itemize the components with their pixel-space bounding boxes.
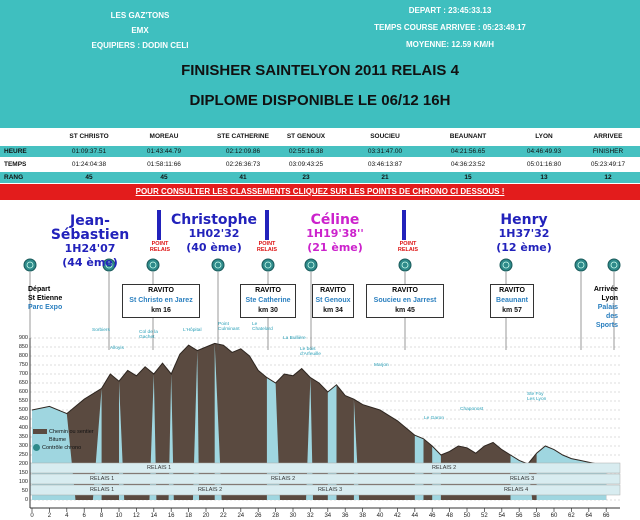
runner-4-time: 1H37'32 [498, 227, 550, 240]
table-cell-temps: 01:58:11:66 [147, 161, 181, 168]
race-info [355, 2, 545, 53]
y-tick-label: 450 [18, 416, 28, 422]
relay-marker-bar [402, 210, 406, 240]
place-marjon: Marjon [374, 363, 389, 368]
place-chaponost: Chaponost [460, 407, 484, 412]
course-profile [0, 200, 640, 520]
y-tick-label: 250 [18, 452, 28, 458]
runner-4 [488, 213, 560, 255]
y-tick-label: 500 [18, 407, 28, 413]
place-col-gachet: Col de la Gachet [139, 330, 158, 340]
ravito-ste-catherine[interactable]: RAVITO Ste Catherine km 30 [240, 284, 296, 318]
row-label-heure: HEURE [4, 148, 27, 155]
runner-2-name: Christophe [170, 212, 258, 228]
table-cell-columns: ST CHRISTO [69, 133, 109, 140]
x-tick-label: 0 [30, 513, 34, 519]
x-tick-label: 50 [463, 513, 471, 519]
table-cell-heure: 01:43:44.79 [146, 148, 182, 155]
x-tick-label: 6 [82, 513, 86, 519]
x-tick-label: 52 [481, 513, 488, 519]
table-cell-columns: BEAUNANT [449, 133, 487, 140]
ravito-soucieu[interactable]: RAVITO Soucieu en Jarrest km 45 [366, 284, 444, 318]
y-tick-label: 750 [18, 362, 28, 368]
table-cell-columns: ARRIVEE [593, 133, 623, 140]
finish-label: Arrivée Lyon Palais des Sports [593, 286, 618, 329]
runner-4-rank: (12 ème) [496, 241, 552, 254]
runner-3-rank: (21 ème) [307, 241, 363, 254]
table-cell-heure: FINISHER [592, 148, 624, 155]
chrono-icon [399, 259, 411, 271]
table-cell-heure: 02:12:09.86 [225, 148, 261, 155]
x-tick-label: 4 [65, 513, 69, 519]
team-crew: EQUIPIERS : DODIN CELI [91, 41, 189, 50]
table-cell-heure: 03:31:47.00 [367, 148, 403, 155]
chrono-icon [147, 259, 159, 271]
relay-label-r1-top: RELAIS 1 [147, 465, 172, 471]
relay-label-r1-mid: RELAIS 1 [90, 476, 115, 482]
x-tick-label: 20 [202, 513, 210, 519]
table-cell-temps: 02:26:36:73 [225, 161, 261, 168]
y-tick-label: 100 [18, 479, 28, 485]
table-cell-heure: 01:09:37.51 [71, 148, 107, 155]
team-info [85, 8, 195, 53]
table-cell-temps: 03:09:43:25 [288, 161, 324, 168]
y-tick-label: 50 [21, 488, 28, 494]
x-tick-label: 64 [585, 513, 593, 519]
x-tick-label: 22 [220, 513, 227, 519]
x-tick-label: 14 [150, 513, 158, 519]
x-tick-label: 48 [446, 513, 453, 519]
place-sorbiers: Sorbiers [92, 328, 110, 333]
x-tick-label: 38 [359, 513, 366, 519]
place-ste-foy: Ste Foy Les Lyon [527, 392, 547, 402]
table-row-temps [0, 159, 640, 170]
table-cell-temps: 04:36:23:52 [450, 161, 486, 168]
table-cell-rang: 41 [239, 174, 247, 181]
x-tick-label: 2 [47, 513, 52, 519]
table-cell-temps: 05:01:16:80 [526, 161, 562, 168]
table-cell-heure: 04:46:49.93 [526, 148, 562, 155]
table-cell-rang: 12 [604, 174, 612, 181]
row-label-rang: RANG [4, 174, 24, 181]
place-alloyis: Alloyis [110, 346, 124, 351]
legend-bitume: Bitume [33, 436, 108, 444]
y-tick-label: 650 [18, 380, 28, 386]
y-tick-label: 850 [18, 344, 28, 350]
relay-label-r1-bot: RELAIS 1 [90, 487, 115, 493]
x-tick-label: 58 [533, 513, 540, 519]
place-hopital: L'Hôpital [183, 328, 202, 333]
runner-2-time: 1H02'32 [188, 227, 240, 240]
x-tick-label: 32 [307, 513, 314, 519]
chrono-icon [500, 259, 512, 271]
runner-2 [168, 213, 260, 255]
legend-chemin-swatch [33, 429, 47, 434]
x-tick-label: 56 [515, 513, 523, 519]
point-relais-3: POINT RELAIS [397, 241, 419, 253]
y-tick-label: 700 [18, 371, 28, 377]
table-cell-columns: ST GENOUX [286, 133, 326, 140]
x-tick-label: 54 [498, 513, 506, 519]
legend-chrono: Contrôle chrono [33, 444, 108, 452]
y-tick-label: 550 [18, 398, 28, 404]
table-cell-temps: 03:46:13:87 [367, 161, 403, 168]
y-tick-label: 0 [24, 497, 28, 503]
table-cell-heure: 04:21:56.65 [450, 148, 486, 155]
x-tick-label: 46 [428, 513, 436, 519]
chrono-icon [305, 259, 317, 271]
race-depart: DEPART : 23:45:33.13 [408, 6, 492, 15]
runner-1-time: 1H24'07 [64, 242, 116, 255]
relay-marker-bar [265, 210, 269, 240]
y-tick-label: 900 [18, 335, 28, 341]
y-tick-label: 350 [18, 434, 28, 440]
runner-4-name: Henry [500, 212, 548, 228]
x-tick-label: 26 [254, 513, 262, 519]
classement-banner[interactable]: POUR CONSULTER LES CLASSEMENTS CLIQUEZ SUR LES POINTS DE CHRONO CI DESSOUS ! [0, 184, 640, 200]
table-cell-rang: 21 [381, 174, 389, 181]
y-tick-label: 300 [18, 443, 28, 449]
diplome-title: DIPLOME DISPONIBLE LE 06/12 16H [189, 92, 451, 109]
place-bois-arfeuille: Le bois d'Arfeuille [300, 347, 321, 357]
legend-chemin: Chemin ou sentier [33, 428, 108, 436]
table-cell-rang: 23 [302, 174, 310, 181]
table-cell-rang: 45 [160, 174, 168, 181]
relay-label-r2-top: RELAIS 2 [432, 465, 457, 471]
relay-label-r2-bot: RELAIS 2 [198, 487, 223, 493]
x-tick-label: 36 [341, 513, 349, 519]
x-tick-label: 66 [602, 513, 610, 519]
x-tick-label: 8 [99, 513, 104, 519]
table-cell-temps: 01:24:04:38 [71, 161, 107, 168]
relay-band-top [30, 463, 620, 473]
x-tick-label: 44 [411, 513, 419, 519]
legend-bitume-swatch [33, 437, 47, 442]
x-tick-label: 62 [568, 513, 575, 519]
relay-marker-bar [157, 210, 161, 240]
race-moyenne: MOYENNE: 12.59 KM/H [405, 40, 495, 49]
y-tick-label: 400 [18, 425, 28, 431]
x-tick-label: 18 [185, 513, 192, 519]
place-garon: Le Garon [424, 416, 445, 421]
times-table [0, 128, 640, 183]
x-tick-label: 12 [133, 513, 140, 519]
table-cell-columns: LYON [535, 133, 553, 140]
x-tick-label: 40 [376, 513, 384, 519]
relay-label-r4-bot: RELAIS 4 [504, 487, 529, 493]
ravito-beaunant[interactable]: RAVITO Beaunant km 57 [490, 284, 534, 318]
table-row-rang [0, 172, 640, 183]
runner-1-rank: (44 ème) [62, 256, 118, 269]
chrono-icon [212, 259, 224, 271]
runner-3 [300, 213, 370, 255]
relay-label-r3-mid: RELAIS 3 [510, 476, 535, 482]
x-tick-label: 42 [394, 513, 401, 519]
runner-3-name: Céline [310, 212, 360, 228]
y-tick-label: 150 [18, 470, 28, 476]
x-tick-label: 60 [550, 513, 558, 519]
table-cell-rang: 13 [540, 174, 548, 181]
row-label-temps: TEMPS [4, 161, 27, 168]
table-cell-rang: 15 [464, 174, 472, 181]
x-tick-label: 10 [115, 513, 123, 519]
table-header-row [0, 131, 640, 142]
point-relais-1: POINT RELAIS [149, 241, 171, 253]
chrono-icon [575, 259, 587, 271]
runner-1-name: Jean-Sébastien [50, 213, 130, 243]
runner-2-rank: (40 ème) [186, 241, 242, 254]
relay-label-r3-bot: RELAIS 3 [318, 487, 343, 493]
table-cell-columns: MOREAU [149, 133, 179, 140]
y-tick-label: 800 [18, 353, 28, 359]
x-tick-label: 34 [324, 513, 332, 519]
place-point-culminant: Point Culminant [218, 322, 240, 332]
runner-3-time: 1H19'38'' [306, 227, 364, 240]
x-tick-label: 16 [167, 513, 175, 519]
ravito-st-genoux[interactable]: RAVITO St Genoux km 34 [312, 284, 354, 318]
table-cell-heure: 02:55:16.38 [288, 148, 324, 155]
finisher-title: FINISHER SAINTELYON 2011 RELAIS 4 [181, 62, 459, 79]
table-cell-temps: 05:23:49:17 [590, 161, 626, 168]
ravito-st-christo[interactable]: RAVITO St Christo en Jarez km 16 [122, 284, 200, 318]
x-tick-label: 28 [272, 513, 279, 519]
chrono-icon [33, 444, 40, 451]
start-label: Départ St Etienne Parc Expo [28, 286, 63, 311]
legend [33, 428, 108, 452]
relay-label-r2-mid: RELAIS 2 [271, 476, 296, 482]
point-relais-2: POINT RELAIS [256, 241, 278, 253]
runner-1 [32, 214, 148, 270]
table-cell-columns: SOUCIEU [370, 133, 400, 140]
y-tick-label: 600 [18, 389, 28, 395]
x-tick-label: 30 [289, 513, 297, 519]
chrono-icon [262, 259, 274, 271]
y-tick-label: 200 [18, 461, 28, 467]
place-chatelard: Le Chatelard [252, 322, 273, 332]
place-bulliere: La Bullière [283, 336, 306, 341]
table-cell-rang: 45 [85, 174, 93, 181]
race-temps: TEMPS COURSE ARRIVEE : 05:23:49.17 [374, 23, 526, 32]
header [0, 0, 640, 128]
team-name: LES GAZ'TONS [110, 11, 170, 20]
team-category: EMX [131, 26, 149, 35]
table-cell-columns: STE CATHERINE [217, 133, 269, 140]
table-row-heure [0, 146, 640, 157]
chrono-icon [608, 259, 620, 271]
x-tick-label: 24 [237, 513, 245, 519]
